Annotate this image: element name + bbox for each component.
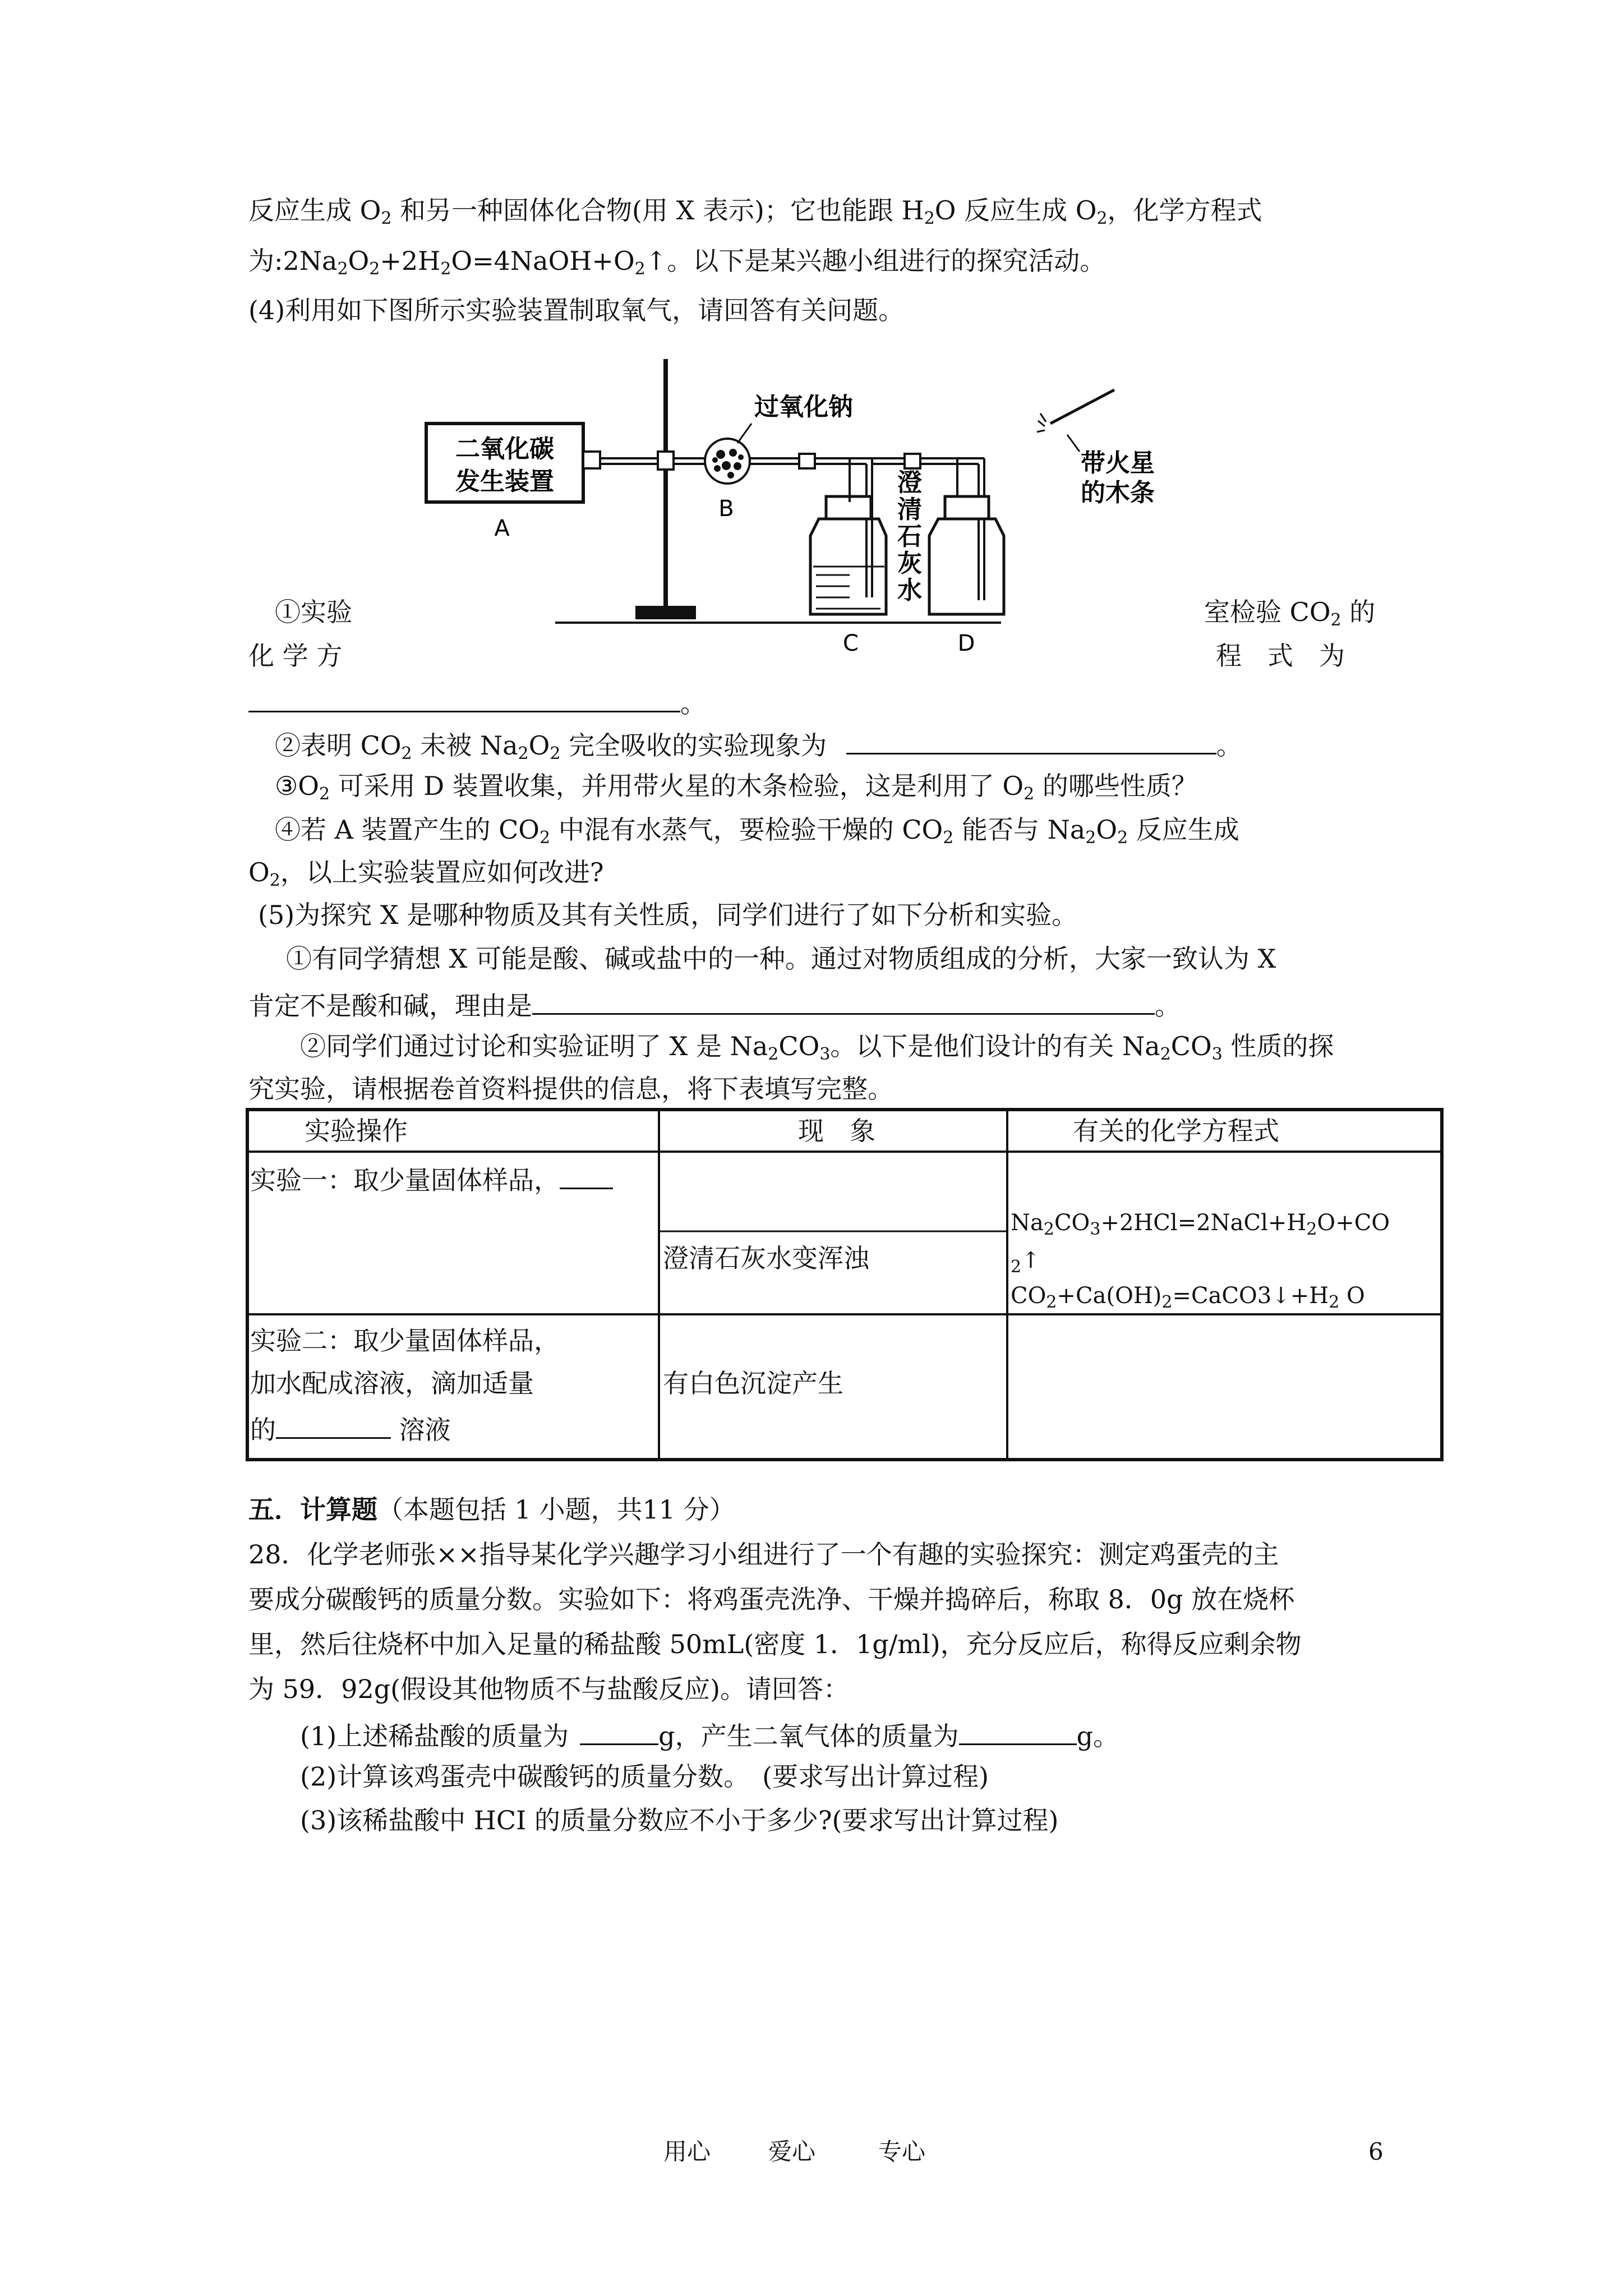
limewater-char-2: 清 bbox=[897, 495, 922, 524]
exp2-operation-3: 的 溶液 bbox=[250, 1415, 451, 1445]
q4-1-left: ①实验 bbox=[275, 597, 352, 627]
apparatus-figure bbox=[423, 351, 1164, 665]
q28-line-3: 里，然后往烧杯中加入足量的稀盐酸 50mL(密度 1．1g/ml)，充分反应后，称得反应剩余物 bbox=[248, 1629, 1302, 1659]
header-operation: 实验操作 bbox=[305, 1116, 408, 1146]
label-a: A bbox=[494, 516, 510, 541]
box-label-1: 二氧化碳 bbox=[455, 435, 554, 463]
header-equation: 有关的化学方程式 bbox=[1073, 1116, 1279, 1146]
section-5-heading: 五．计算题（本题包括 1 小题，共11 分） bbox=[248, 1494, 735, 1525]
intro-line-1: 反应生成 $O_2$ 和另一种固体化合物(用 X 表示)；它也能跟 $H_2O$ 反应生成 $O_2$，化学方程式 bbox=[248, 195, 1262, 228]
q4-2: ②表明 $CO_2$ 未被 $Na_2O_2$ 完全吸收的实验现象为 。 bbox=[275, 730, 1242, 763]
question-4: (4)利用如下图所示实验装置制取氧气，请回答有关问题。 bbox=[248, 295, 905, 325]
connector-a bbox=[583, 452, 600, 468]
clamp bbox=[658, 452, 674, 470]
exp1-equation-3: $CO_2+Ca(OH)_2=CaCO3↓+H_2$ O bbox=[1011, 1283, 1365, 1312]
header-phenomenon: 现 象 bbox=[798, 1116, 875, 1146]
answer-blank-1[interactable] bbox=[248, 687, 680, 712]
exp1-equation-1: $Na_2CO_3+2HCl=2NaCl+H_2O+CO$ bbox=[1011, 1210, 1390, 1239]
label-b: B bbox=[718, 496, 734, 522]
label-d: D bbox=[957, 631, 975, 656]
splint bbox=[1050, 390, 1114, 424]
box-label-2: 发生装置 bbox=[455, 467, 554, 496]
exp1-equation-2: $_2$↑ bbox=[1011, 1248, 1040, 1277]
q4-1-right-2: 程 式 为 bbox=[1216, 641, 1345, 671]
answer-blank-3[interactable] bbox=[532, 990, 1155, 1015]
page-number: 6 bbox=[1368, 2138, 1384, 2165]
exp2-operation-2: 加水配成溶液，滴加适量 bbox=[250, 1368, 534, 1398]
q28-sub-3: (3)该稀盐酸中 HCI 的质量分数应不小于多少?(要求写出计算过程) bbox=[300, 1805, 1059, 1835]
q4-4-line-1: ④若 A 装置产生的 $CO_2$ 中混有水蒸气，要检验干燥的 $CO_2$ 能否与 $Na_2O_2$ 反应生成 bbox=[275, 815, 1239, 848]
q28-line-1: 28．化学老师张××指导某化学兴趣学习小组进行了一个有趣的实验探究：测定鸡蛋壳的主 bbox=[248, 1539, 1279, 1570]
limewater-char-1: 澄 bbox=[897, 468, 922, 497]
exp2-phenomenon: 有白色沉淀产生 bbox=[663, 1368, 843, 1398]
splint-label-2: 的木条 bbox=[1081, 478, 1155, 507]
q28-line-4: 为 59．92g(假设其他物质不与盐酸反应)。请回答： bbox=[248, 1674, 850, 1704]
q4-1-answer: 。 bbox=[248, 687, 706, 716]
answer-blank-co2-mass[interactable] bbox=[959, 1720, 1077, 1745]
q4-4-line-2: $O_2$，以上实验装置应如何改进? bbox=[248, 857, 604, 890]
q4-1-right: 室检验 $CO_2$ 的 bbox=[1204, 597, 1376, 630]
limewater-char-4: 灰 bbox=[897, 549, 922, 578]
bottle-d bbox=[929, 519, 1004, 614]
exp2-blank[interactable] bbox=[276, 1414, 391, 1439]
q4-1-left-2: 化 学 方 bbox=[248, 641, 343, 671]
limewater-char-5: 水 bbox=[897, 576, 922, 605]
q5-1-line-2: 肯定不是酸和碱，理由是 。 bbox=[248, 991, 1181, 1021]
exp1-phenomenon-2: 澄清石灰水变浑浊 bbox=[663, 1243, 869, 1273]
footer-motto-2: 爱心 bbox=[768, 2138, 816, 2165]
q5-2-line-2: 究实验，请根据卷首资料提供的信息，将下表填写完整。 bbox=[248, 1074, 893, 1104]
exp2-operation-1: 实验二：取少量固体样品， bbox=[250, 1326, 560, 1356]
q5-1-line-1: ①有同学猜想 X 可能是酸、碱或盐中的一种。通过对物质组成的分析，大家一致认为 X bbox=[286, 944, 1276, 974]
q28-line-2: 要成分碳酸钙的质量分数。实验如下：将鸡蛋壳洗净、干燥并捣碎后，称取 8．0g 放在烧杯 bbox=[248, 1584, 1295, 1614]
q28-sub-2: (2)计算该鸡蛋壳中碳酸钙的质量分数。 (要求写出计算过程) bbox=[300, 1761, 989, 1792]
limewater-char-3: 石 bbox=[897, 522, 922, 551]
q28-sub-1: (1)上述稀盐酸的质量为 g，产生二氧气体的质量为 g。 bbox=[300, 1721, 1119, 1751]
experiment-table bbox=[246, 1108, 1444, 1461]
drying-tube-b bbox=[705, 439, 750, 484]
q5-2-line-1: ②同学们通过讨论和实验证明了 X 是 $Na_2CO_3$。以下是他们设计的有关 $Na_2CO_3$ 性质的探 bbox=[300, 1031, 1334, 1064]
intro-line-2: 为$:2Na_2O_2+2H_2O=4NaOH+O_2↑$。以下是某兴趣小组进行的探究活动。 bbox=[248, 246, 1106, 279]
answer-blank-2[interactable] bbox=[846, 729, 1216, 754]
q4-3: $③O_2$ 可采用 D 装置收集，并用带火星的木条检验，这是利用了 $O_2$ 的哪些性质？ bbox=[275, 771, 1197, 804]
exp1-blank[interactable] bbox=[560, 1164, 613, 1189]
na2o2-label: 过氧化钠 bbox=[754, 393, 853, 421]
exp1-operation: 实验一：取少量固体样品， bbox=[250, 1164, 613, 1193]
label-c: C bbox=[843, 631, 859, 656]
question-5: (5)为探究 X 是哪种物质及其有关性质，同学们进行了如下分析和实验。 bbox=[258, 900, 1078, 930]
stand-base bbox=[635, 606, 696, 619]
bottle-d-stopper bbox=[945, 496, 989, 519]
footer-motto-1: 用心 bbox=[663, 2138, 711, 2165]
splint-label-1: 带火星 bbox=[1081, 449, 1155, 477]
footer-motto-3: 专心 bbox=[878, 2138, 926, 2165]
answer-blank-hcl-mass[interactable] bbox=[580, 1720, 658, 1745]
